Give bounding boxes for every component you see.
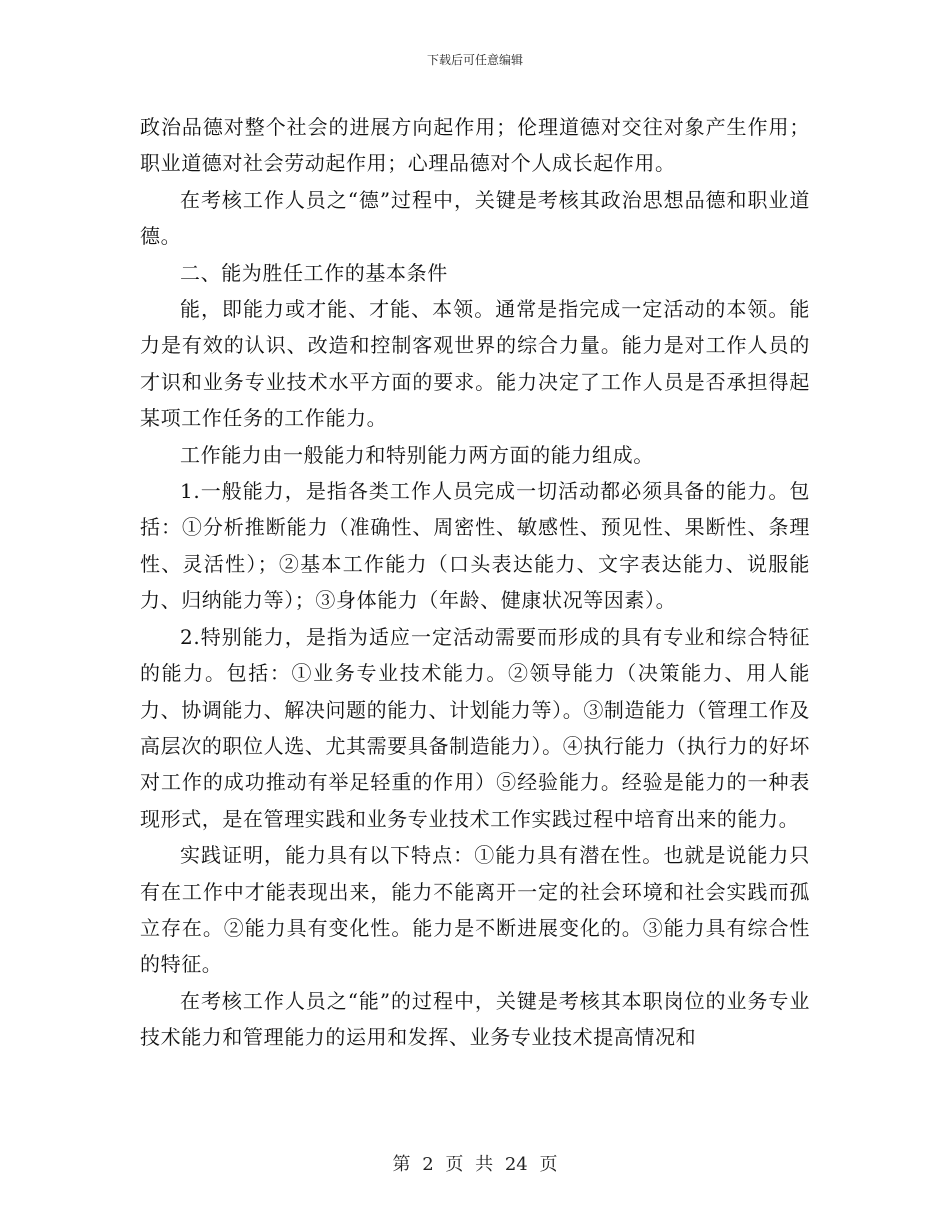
paragraph-political-morality: 政治品德对整个社会的进展方向起作用；伦理道德对交往对象产生作用；职业道德对社会劳动起作用；心理品德对个人成长起作用。 — [140, 115, 810, 176]
paragraph-ability-composition: 工作能力由一般能力和特别能力两方面的能力组成。 — [180, 442, 654, 467]
paragraph-general-ability: 1.一般能力，是指各类工作人员完成一切活动都必须具备的能力。包括：①分析推断能力（准确性、周密性、敏感性、预见性、果断性、条理性、灵活性）；②基本工作能力（口头表达能力、文字表达能力、说服能力、归纳能力等）；③身体能力（年龄、健康状况等因素）。 — [140, 479, 810, 613]
document-body — [140, 109, 810, 1056]
paragraph-ability-characteristics: 实践证明，能力具有以下特点：①能力具有潜在性。也就是说能力只有在工作中才能表现出来，能力不能离开一定的社会环境和社会实践而孤立存在。②能力具有变化性。能力是不断进展变化的。③能力具有综合性的特征。 — [140, 843, 810, 977]
section-heading-ability: 二、能为胜任工作的基本条件 — [180, 260, 448, 285]
paragraph-virtue-assessment: 在考核工作人员之“德”过程中，关键是考核其政治思想品德和职业道德。 — [140, 187, 810, 249]
page-number-footer: 第 2 页 共 24 页 — [392, 1154, 558, 1175]
paragraph-ability-definition: 能，即能力或才能、才能、本领。通常是指完成一定活动的本领。能力是有效的认识、改造和控制客观世界的综合力量。能力是对工作人员的才识和业务专业技术水平方面的要求。能力决定了工作人员是否承担得起某项工作任务的工作能力。 — [140, 297, 810, 431]
page-header: 下载后可任意编辑 — [426, 53, 523, 67]
paragraph-special-ability: 2.特别能力，是指为适应一定活动需要而形成的具有专业和综合特征的能力。包括：①业务专业技术能力。②领导能力（决策能力、用人能力、协调能力、解决问题的能力、计划能力等）。③制造能力（管理工作及高层次的职位人选、尤其需要具备制造能力）。④执行能力（执行力的好坏对工作的成功推动有举足轻重的作用）⑤经验能力。经验是能力的一种表现形式，是在管理实践和业务专业技术工作实践过程中培育出来的能力。 — [140, 624, 810, 831]
paragraph-ability-assessment: 在考核工作人员之“能”的过程中，关键是考核其本职岗位的业务专业技术能力和管理能力的运用和发挥、业务专业技术提高情况和 — [140, 988, 810, 1050]
